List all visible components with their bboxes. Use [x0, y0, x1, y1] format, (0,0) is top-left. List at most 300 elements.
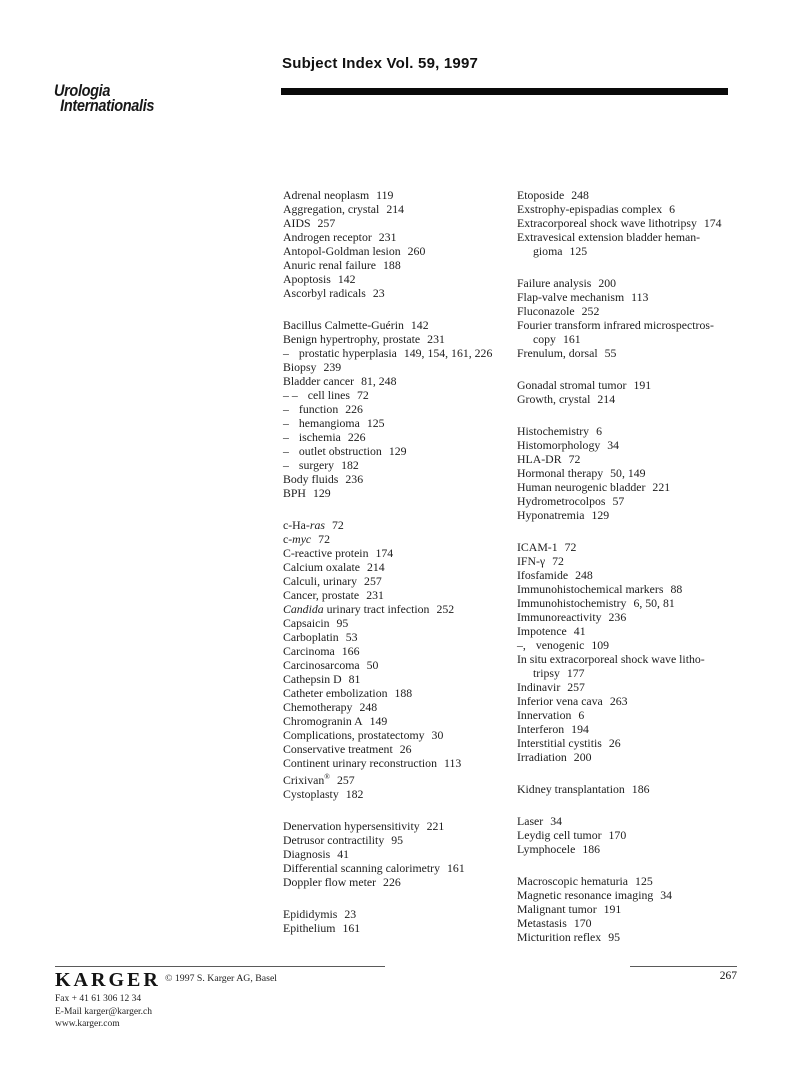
index-entry-term: Calcium oxalate — [283, 560, 360, 574]
index-entry-term: Lymphocele — [517, 842, 576, 856]
index-section — [283, 819, 515, 889]
index-entry — [283, 216, 515, 230]
index-entry-term: Capsaicin — [283, 616, 330, 630]
index-entry — [283, 588, 515, 602]
index-entry-term: Bladder cancer — [283, 374, 355, 388]
index-entry — [517, 582, 745, 596]
index-entry-term-italic: myc — [292, 532, 312, 546]
index-entry-term: Doppler flow meter — [283, 874, 377, 889]
index-entry — [517, 216, 745, 230]
index-entry — [517, 466, 745, 480]
index-entry — [517, 494, 745, 508]
publisher-logo: KARGER — [55, 969, 161, 991]
index-entry-term: Cancer, prostate — [283, 588, 360, 602]
index-entry-term: Innervation — [517, 708, 572, 722]
index-entry-term: AIDS — [283, 216, 311, 230]
footer-rule-left — [55, 966, 385, 967]
index-entry-pages: 34 — [550, 814, 562, 828]
index-entry — [283, 861, 515, 875]
index-entry-term: Magnetic resonance imaging — [517, 888, 654, 902]
index-entry-term: cell lines — [307, 388, 351, 402]
index-entry-pages: 257 — [337, 772, 355, 787]
index-entry-pages: 23 — [344, 906, 357, 921]
index-entry — [283, 672, 515, 686]
index-section — [517, 814, 745, 856]
index-entry — [283, 700, 515, 714]
index-entry-term: Complications, prostatectomy — [283, 728, 425, 742]
index-entry-term: Histochemistry — [517, 424, 590, 438]
index-entry-term: Benign hypertrophy, prostate — [283, 332, 421, 346]
index-entry — [517, 814, 745, 828]
index-entry-pages: 221 — [652, 480, 671, 494]
index-section — [517, 276, 745, 360]
index-entry — [517, 916, 745, 930]
index-entry-pages: 257 — [364, 574, 382, 588]
index-entry-pages: 142 — [337, 272, 356, 286]
index-entry — [517, 610, 745, 624]
index-entry — [517, 304, 745, 318]
index-column-right — [517, 188, 745, 962]
index-entry-pages: 161 — [342, 920, 361, 935]
index-entry — [283, 346, 515, 360]
index-entry-pages: 55 — [604, 346, 617, 360]
index-entry-term: Chromogranin A — [283, 714, 363, 728]
index-entry — [517, 392, 745, 406]
index-section — [517, 782, 745, 796]
index-entry-term: Histomorphology — [517, 438, 601, 452]
index-entry-pages: 257 — [567, 680, 585, 694]
index-entry-term: C-reactive protein — [283, 546, 369, 560]
index-entry — [517, 652, 745, 666]
publisher-email: E-Mail karger@karger.ch — [55, 1006, 153, 1017]
index-entry-term: HLA-DR — [517, 452, 562, 466]
index-entry-pages: 188 — [394, 686, 413, 700]
index-entry-term: Flap-valve mechanism — [517, 290, 625, 304]
index-entry — [283, 574, 515, 588]
index-entry — [517, 540, 745, 554]
index-entry-term: Fourier transform infrared microspectros- — [517, 318, 714, 332]
index-entry-term: Extravesical extension bladder heman- — [517, 230, 701, 244]
index-entry-pages: 231 — [427, 332, 445, 346]
subentry-dash: – — [283, 458, 289, 472]
index-entry-pages: 113 — [631, 290, 649, 304]
index-entry-pages: 53 — [345, 630, 358, 644]
index-entry — [283, 318, 515, 332]
index-entry-term: Malignant tumor — [517, 902, 597, 916]
index-entry-pages: 50 — [366, 658, 379, 672]
index-entry-term: IFN-γ — [517, 554, 546, 568]
index-entry-pages: 188 — [383, 258, 401, 272]
index-entry-pages: 129 — [312, 486, 331, 500]
index-entry — [283, 546, 515, 560]
index-entry — [283, 458, 515, 472]
index-entry-pages: 231 — [366, 588, 384, 602]
index-section — [517, 188, 745, 258]
index-entry — [283, 787, 515, 801]
index-entry — [283, 518, 515, 532]
index-entry — [283, 714, 515, 728]
index-entry-pages: 72 — [357, 388, 369, 402]
index-entry — [517, 930, 745, 944]
index-entry — [517, 842, 745, 856]
index-entry — [517, 828, 745, 842]
index-entry — [283, 644, 515, 658]
index-entry-term: Interstitial cystitis — [517, 736, 602, 750]
subentry-dash: – – — [283, 388, 298, 402]
index-entry-term-italic: ras — [309, 518, 325, 532]
index-entry — [283, 616, 515, 630]
index-entry-term: Impotence — [517, 624, 567, 638]
subentry-dash: – — [283, 430, 289, 444]
index-entry-term: Calculi, urinary — [283, 574, 358, 588]
index-entry-term: Chemotherapy — [283, 700, 353, 714]
index-entry-pages: 161 — [447, 860, 465, 875]
index-entry-term: Anuric renal failure — [283, 258, 377, 272]
index-entry-pages: 125 — [366, 416, 385, 430]
index-entry-pages: 248 — [571, 188, 589, 202]
index-entry-pages: 226 — [345, 402, 363, 416]
index-entry — [283, 388, 515, 402]
index-entry — [283, 770, 515, 787]
index-entry-term: Fluconazole — [517, 304, 575, 318]
index-entry — [517, 508, 745, 522]
index-entry-term: Catheter embolization — [283, 686, 388, 700]
index-entry-pages: 191 — [633, 378, 652, 392]
index-entry — [283, 244, 515, 258]
index-entry-term: Failure analysis — [517, 276, 592, 290]
index-entry — [283, 286, 515, 300]
index-entry-pages: 72 — [564, 540, 577, 554]
index-entry-pages: 221 — [426, 818, 445, 833]
index-entry-pages: 166 — [341, 644, 360, 658]
index-entry-term: tripsy — [533, 666, 560, 680]
index-entry-term: Cathepsin D — [283, 672, 342, 686]
index-entry — [283, 188, 515, 202]
index-entry-pages: 239 — [323, 360, 342, 374]
index-entry — [517, 188, 745, 202]
index-entry — [517, 874, 745, 888]
index-entry-term: Micturition reflex — [517, 930, 602, 944]
page-title: Subject Index Vol. 59, 1997 — [282, 55, 479, 72]
index-entry — [283, 658, 515, 672]
index-entry-term: surgery — [298, 458, 335, 472]
index-entry-term: Androgen receptor — [283, 230, 372, 244]
index-entry-term: prostatic hyperplasia — [298, 346, 397, 360]
index-entry — [283, 560, 515, 574]
index-entry-pages: 231 — [378, 230, 397, 244]
index-entry — [283, 742, 515, 756]
index-entry-term: Biopsy — [283, 360, 317, 374]
index-entry-term: Body fluids — [283, 472, 339, 486]
index-entry-pages: 236 — [345, 472, 364, 486]
index-entry-term: c-Ha- — [283, 518, 310, 532]
index-entry-pages: 182 — [345, 786, 364, 801]
index-entry-term: venogenic — [535, 638, 585, 652]
index-entry-term: Leydig cell tumor — [517, 828, 602, 842]
index-entry-term: Immunohistochemical markers — [517, 582, 664, 596]
index-entry-term: Indinavir — [517, 680, 561, 694]
index-entry-pages: 191 — [603, 902, 622, 916]
index-entry — [517, 902, 745, 916]
index-entry — [283, 416, 515, 430]
subentry-dash: – — [283, 346, 289, 360]
index-entry-term: Cystoplasty — [283, 786, 339, 801]
index-entry — [283, 847, 515, 861]
index-entry — [517, 888, 745, 902]
index-entry-pages: 95 — [608, 930, 620, 944]
index-entry — [517, 750, 745, 764]
index-entry-pages: 252 — [436, 602, 455, 616]
index-entry-term: Adrenal neoplasm — [283, 188, 370, 202]
index-entry — [283, 444, 515, 458]
index-entry-term: Frenulum, dorsal — [517, 346, 598, 360]
index-entry-pages: 214 — [386, 202, 405, 216]
index-entry-pages: 41 — [573, 624, 586, 638]
index-entry — [283, 532, 515, 546]
index-entry-pages: 226 — [383, 874, 401, 889]
index-entry-pages: 6 — [578, 708, 585, 722]
index-entry-pages: 149, 154, 161, 226 — [403, 346, 493, 360]
index-entry — [517, 290, 745, 304]
index-entry-term: Kidney transplantation — [517, 782, 625, 796]
index-entry — [517, 596, 745, 610]
index-entry — [517, 480, 745, 494]
index-entry-term: Crixivan — [283, 772, 325, 787]
index-entry-pages: 149 — [369, 714, 388, 728]
journal-logo-line2: Internationalis — [60, 97, 155, 115]
publisher-fax: Fax + 41 61 306 12 34 — [55, 994, 142, 1004]
index-entry-pages: 81, 248 — [361, 374, 397, 388]
index-entry-term: Gonadal stromal tumor — [517, 378, 627, 392]
index-entry — [517, 452, 745, 466]
index-entry-pages: 200 — [573, 750, 592, 764]
index-entry-term: ischemia — [298, 430, 341, 444]
index-entry-term: hemangioma — [298, 416, 360, 430]
index-entry — [517, 318, 745, 332]
subentry-dash: – — [283, 416, 289, 430]
index-section — [283, 518, 515, 801]
index-entry-pages: 125 — [569, 244, 588, 258]
index-entry-pages: 109 — [591, 638, 610, 652]
index-entry-pages: 113 — [443, 756, 462, 770]
index-entry-pages: 186 — [631, 782, 650, 796]
index-entry-term: Growth, crystal — [517, 392, 591, 406]
subentry-dash: – — [283, 444, 289, 458]
index-entry-term: Antopol-Goldman lesion — [283, 244, 401, 258]
index-entry-pages: 182 — [341, 458, 359, 472]
index-entry-term: copy — [533, 332, 556, 346]
index-entry — [283, 630, 515, 644]
index-entry-pages: 170 — [608, 828, 627, 842]
index-entry-pages: 257 — [317, 216, 336, 230]
page-number: 267 — [719, 970, 737, 982]
journal-logo — [54, 84, 154, 114]
index-entry — [517, 638, 745, 652]
index-entry-pages: 23 — [372, 286, 385, 300]
index-entry-pages: 174 — [375, 546, 394, 560]
index-entry-pages: 200 — [598, 276, 617, 290]
index-section — [517, 540, 745, 764]
index-entry — [517, 378, 745, 392]
index-entry — [517, 736, 745, 750]
index-entry-pages: 6 — [596, 424, 602, 438]
index-section — [283, 318, 515, 500]
index-entry-term: Extracorporeal shock wave lithotripsy — [517, 216, 697, 230]
index-entry-pages: 263 — [609, 694, 628, 708]
index-entry-term: Interferon — [517, 722, 565, 736]
index-entry-pages: 236 — [608, 610, 627, 624]
index-entry-term: gioma — [533, 244, 563, 258]
index-entry-term: Carcinosarcoma — [283, 658, 360, 672]
index-entry-term: outlet obstruction — [298, 444, 382, 458]
index-entry-term: Macroscopic hematuria — [517, 874, 629, 888]
copyright-text: © 1997 S. Karger AG, Basel — [165, 973, 278, 984]
index-entry-term: Hydrometrocolpos — [517, 494, 606, 508]
index-entry-pages: 34 — [607, 438, 620, 452]
index-entry-term: Hormonal therapy — [517, 466, 604, 480]
index-entry — [517, 202, 745, 216]
index-entry-pages: 88 — [670, 582, 683, 596]
index-entry-pages: 161 — [562, 332, 581, 346]
index-entry-term: Etoposide — [517, 188, 565, 202]
index-entry-pages: 214 — [366, 560, 385, 574]
index-entry — [517, 666, 745, 680]
index-entry — [283, 875, 515, 889]
index-entry-pages: 226 — [347, 430, 366, 444]
index-entry-pages: 95 — [391, 832, 404, 847]
index-entry-term: Irradiation — [517, 750, 567, 764]
index-entry — [517, 276, 745, 290]
index-entry-term: Differential scanning calorimetry — [283, 860, 441, 875]
index-entry-term: Epithelium — [283, 920, 336, 935]
index-entry — [283, 360, 515, 374]
index-entry-pages: 57 — [612, 494, 625, 508]
index-entry-term: Immunohistochemistry — [517, 596, 627, 610]
index-section — [517, 424, 745, 522]
index-entry-term: Carboplatin — [283, 630, 339, 644]
index-entry — [283, 332, 515, 346]
index-entry — [283, 430, 515, 444]
footer-rule-right — [630, 966, 737, 967]
index-entry-term: Immunoreactivity — [517, 610, 602, 624]
index-entry-pages: 26 — [608, 736, 621, 750]
publisher-contact-block — [55, 993, 152, 1031]
index-entry-term: Bacillus Calmette-Guérin — [283, 318, 404, 332]
registered-trademark-symbol: ® — [324, 772, 330, 781]
index-entry-term: Laser — [517, 814, 544, 828]
index-entry — [283, 686, 515, 700]
index-entry — [283, 602, 515, 616]
index-entry-term: BPH — [283, 486, 306, 500]
index-entry-term: Metastasis — [517, 916, 567, 930]
index-entry-pages: 252 — [581, 304, 600, 318]
index-entry-pages: 72 — [318, 532, 330, 546]
index-entry — [517, 624, 745, 638]
index-entry-term: Ifosfamide — [517, 568, 569, 582]
index-entry-pages: 194 — [571, 722, 589, 736]
index-entry-term: Epididymis — [283, 906, 338, 921]
index-entry-pages: 129 — [591, 508, 610, 522]
index-entry — [283, 486, 515, 500]
index-entry — [283, 756, 515, 770]
index-entry — [283, 833, 515, 847]
index-entry — [283, 374, 515, 388]
index-section — [517, 874, 745, 944]
index-entry — [517, 346, 745, 360]
index-entry-term: Detrusor contractility — [283, 832, 385, 847]
index-entry-term: Inferior vena cava — [517, 694, 603, 708]
index-entry-term: Carcinoma — [283, 644, 335, 658]
index-entry-term: Conservative treatment — [283, 742, 393, 756]
title-rule-bar — [281, 88, 728, 95]
index-entry-pages: 30 — [431, 728, 444, 742]
index-entry-pages: 142 — [410, 318, 429, 332]
index-entry — [517, 568, 745, 582]
index-entry — [283, 819, 515, 833]
index-entry-pages: 72 — [568, 452, 581, 466]
index-entry-pages: 6, 50, 81 — [633, 596, 675, 610]
index-entry-term: In situ extracorporeal shock wave litho- — [517, 652, 705, 666]
index-entry-term: Exstrophy-epispadias complex — [517, 202, 663, 216]
subentry-dash: –, — [517, 638, 526, 652]
index-entry-pages: 174 — [703, 216, 722, 230]
index-section — [517, 378, 745, 406]
index-entry-term: c- — [283, 532, 293, 546]
index-entry — [517, 230, 745, 244]
index-entry-pages: 81 — [348, 672, 361, 686]
index-entry-pages: 129 — [388, 444, 407, 458]
index-entry-pages: 170 — [573, 916, 592, 930]
index-entry-pages: 50, 149 — [610, 466, 646, 480]
index-entry — [517, 424, 745, 438]
index-entry — [517, 782, 745, 796]
index-entry-term: Apoptosis — [283, 272, 331, 286]
index-entry — [517, 708, 745, 722]
index-entry — [283, 230, 515, 244]
index-entry-pages: 26 — [399, 742, 412, 756]
index-entry — [283, 202, 515, 216]
index-entry-pages: 41 — [337, 846, 349, 861]
index-entry-pages: 214 — [597, 392, 616, 406]
index-entry-term: Human neurogenic bladder — [517, 480, 646, 494]
index-entry-term: urinary tract infection — [323, 602, 430, 616]
index-entry-pages: 186 — [582, 842, 601, 856]
index-entry-pages: 260 — [407, 244, 426, 258]
index-entry-pages: 125 — [635, 874, 653, 888]
index-entry-term: ICAM-1 — [517, 540, 558, 554]
index-entry — [517, 554, 745, 568]
index-entry — [283, 272, 515, 286]
index-entry-term: Hyponatremia — [517, 508, 585, 522]
index-entry-term: Diagnosis — [283, 846, 331, 861]
index-entry — [283, 472, 515, 486]
index-entry-pages: 34 — [660, 888, 673, 902]
index-entry-pages: 72 — [552, 554, 564, 568]
index-entry-pages: 72 — [331, 518, 344, 532]
index-entry-term: Continent urinary reconstruction — [283, 756, 437, 770]
index-entry — [517, 332, 745, 346]
index-entry-pages: 248 — [575, 568, 593, 582]
index-entry — [283, 402, 515, 416]
index-column-left — [283, 188, 515, 953]
index-entry-pages: 6 — [669, 202, 676, 216]
index-entry-term: Ascorbyl radicals — [283, 286, 366, 300]
index-section — [283, 188, 515, 300]
journal-logo-line1: Urologia — [54, 82, 111, 100]
index-entry-term: function — [298, 402, 339, 416]
index-entry-pages: 95 — [336, 616, 349, 630]
index-entry-pages: 248 — [359, 700, 378, 714]
